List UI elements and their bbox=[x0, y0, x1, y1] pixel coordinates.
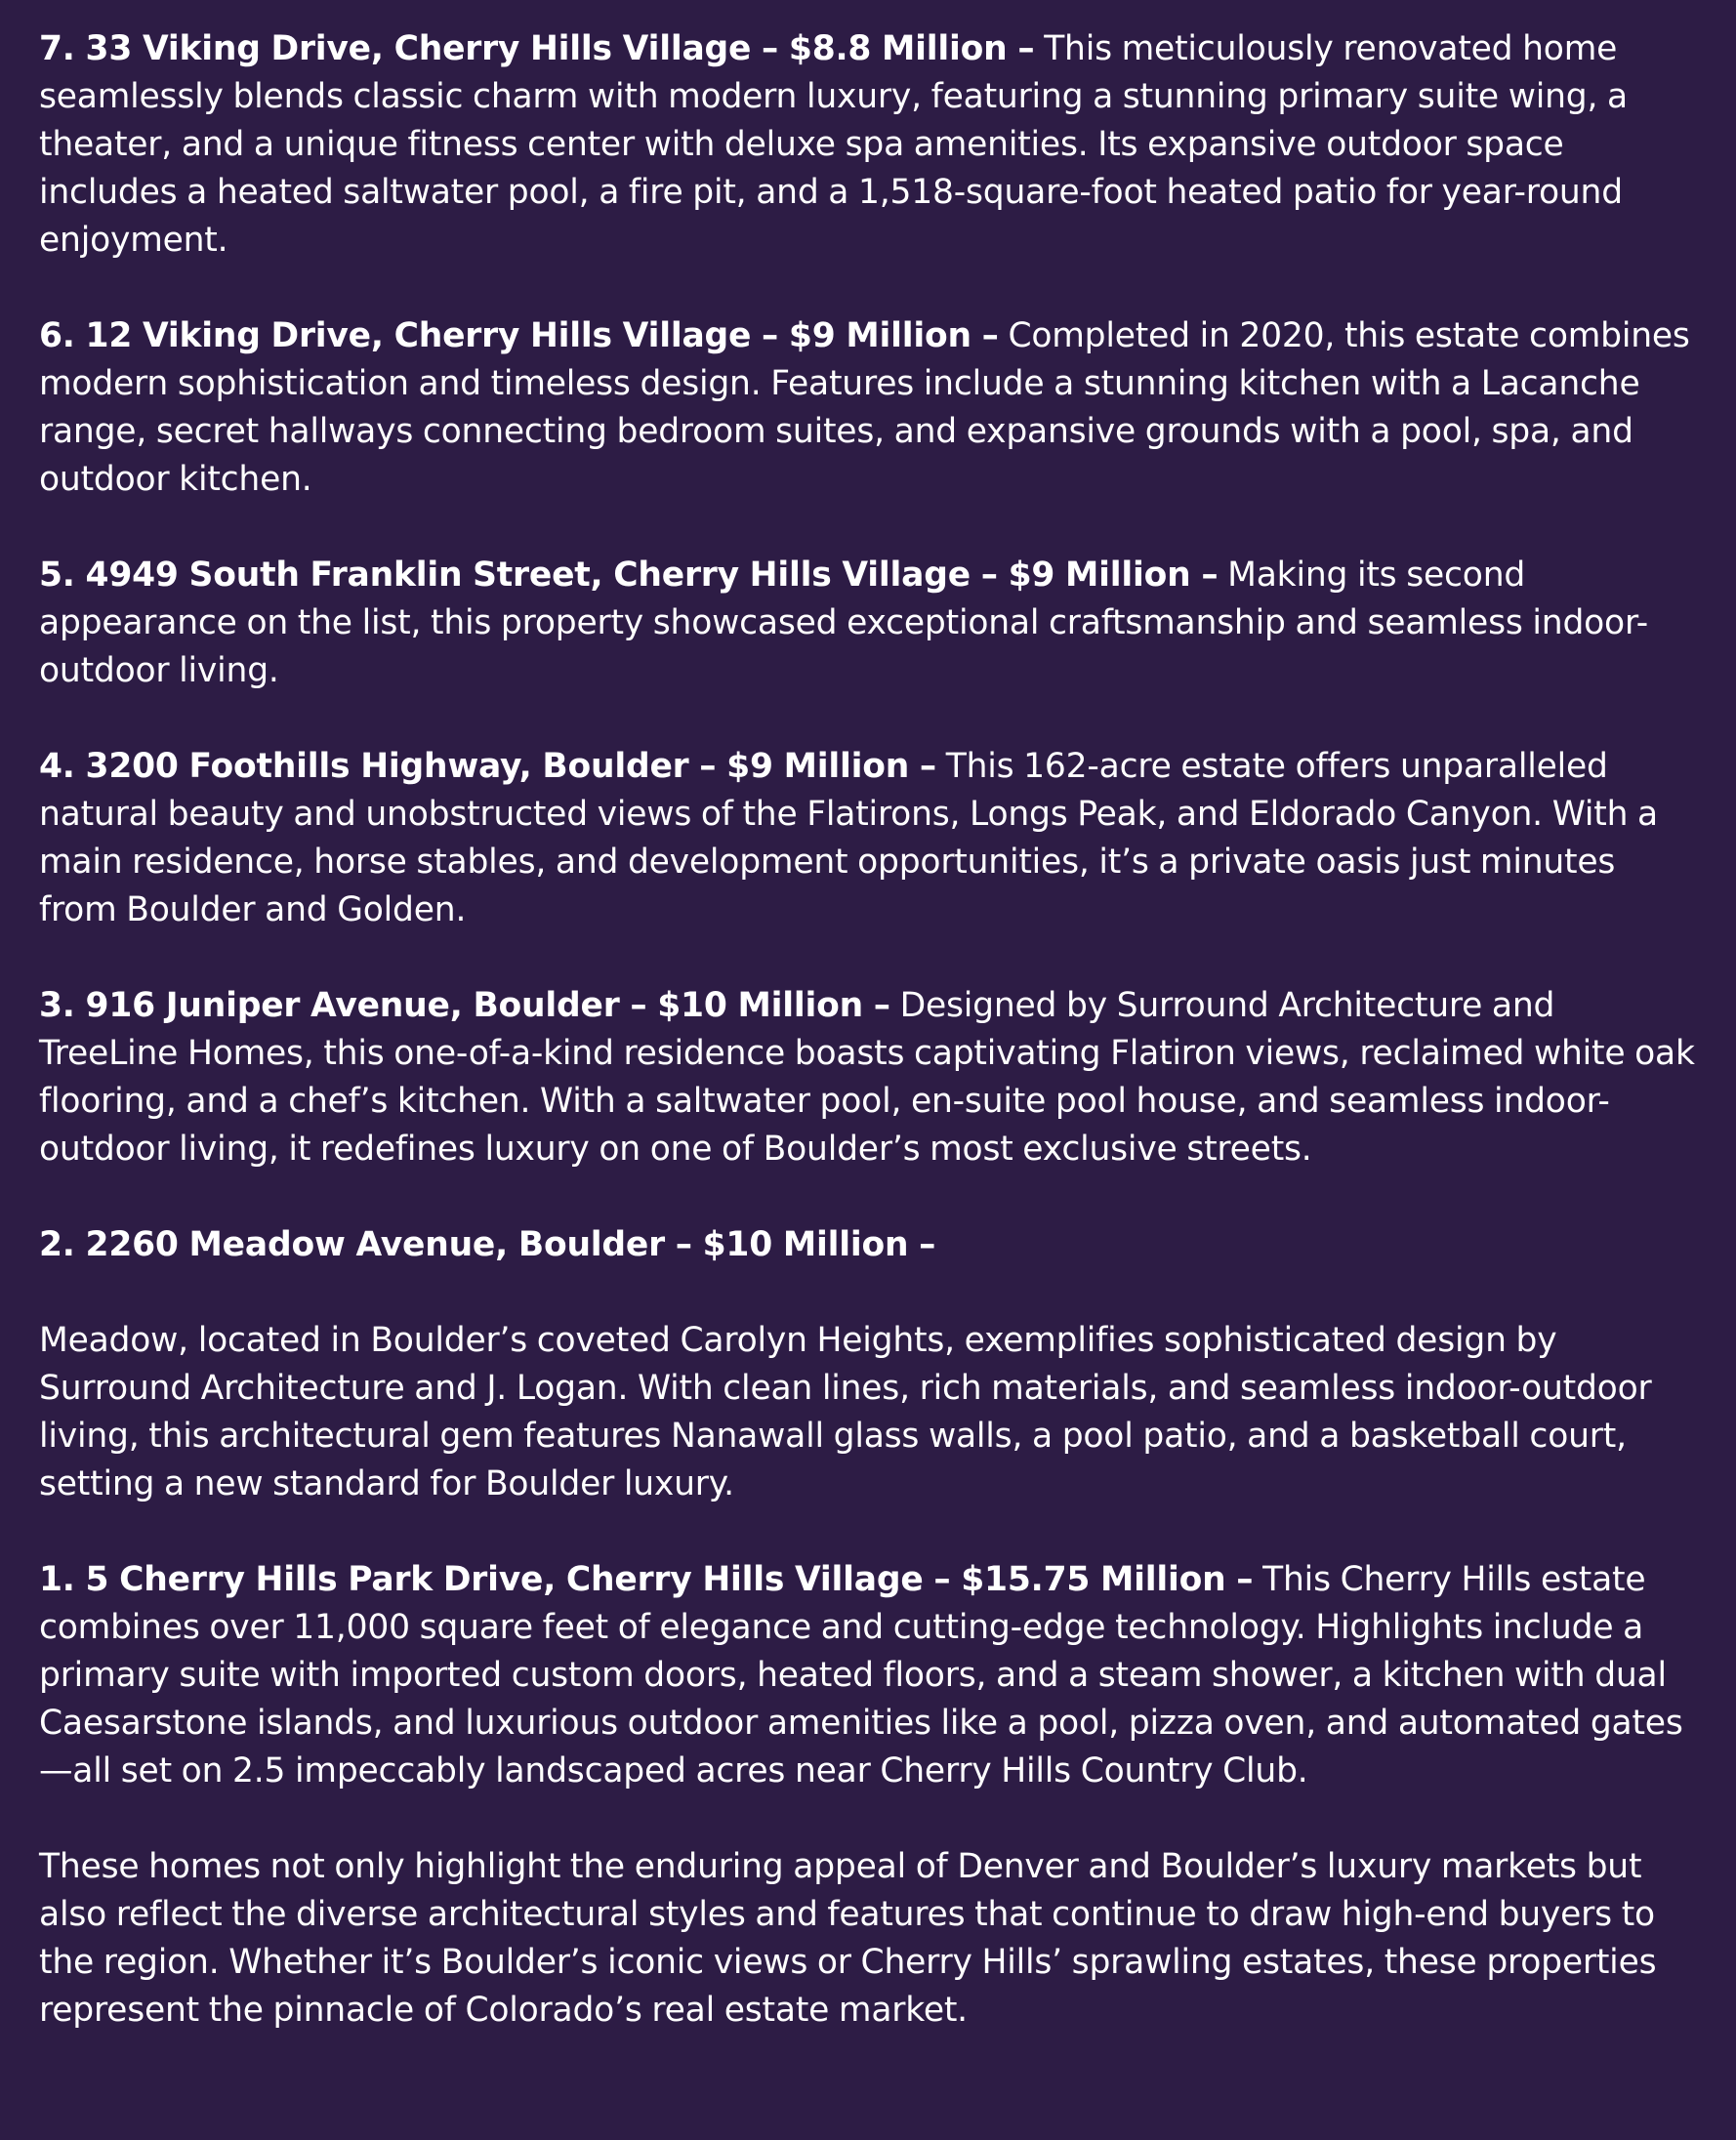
listing-5 bbox=[39, 552, 1697, 695]
listing-2 bbox=[39, 1221, 1697, 1269]
listing-7 bbox=[39, 25, 1697, 265]
listing-description: Completed in 2020, this estate combines modern sophistication and timeless design. Features include a stunning kitchen with a Lacanche range, secret hallways connecting bedroom suites, and expansive grounds with a pool, spa, and outdoor kitchen. bbox=[39, 316, 1690, 499]
listing-2-description bbox=[39, 1317, 1697, 1508]
listing-6 bbox=[39, 312, 1697, 504]
listing-description: This 162-acre estate offers unparalleled natural beauty and unobstructed views of the Flatirons, Longs Peak, and Eldorado Canyon. With a main residence, horse stables, and development opportunities, it’s a private oasis just minutes from Boulder and Golden. bbox=[39, 747, 1658, 929]
listing-heading: 1. 5 Cherry Hills Park Drive, Cherry Hills Village – $15.75 Million – bbox=[39, 1560, 1254, 1599]
listing-4 bbox=[39, 743, 1697, 934]
listing-heading: 7. 33 Viking Drive, Cherry Hills Village – $8.8 Million – bbox=[39, 29, 1035, 68]
listing-heading: 4. 3200 Foothills Highway, Boulder – $9 Million – bbox=[39, 747, 936, 786]
listing-heading: 2. 2260 Meadow Avenue, Boulder – $10 Million – bbox=[39, 1225, 936, 1264]
closing-text: These homes not only highlight the enduring appeal of Denver and Boulder’s luxury markets but also reflect the diverse architectural styles and features that continue to draw high-end buyers to the region. Whether it’s Boulder’s iconic views or Cherry Hills’ sprawling estates, these properties represent the pinnacle of Colorado’s real estate market. bbox=[39, 1847, 1657, 2030]
listing-3 bbox=[39, 982, 1697, 1173]
listing-description: This Cherry Hills estate combines over 11,000 square feet of elegance and cutting-edge technology. Highlights include a primary suite with imported custom doors, heated floors, and a steam shower, a kitchen with dual Caesarstone islands, and luxurious outdoor amenities like a pool, pizza oven, and automated gates—all set on 2.5 impeccably landscaped acres near Cherry Hills Country Club. bbox=[39, 1560, 1683, 1790]
listing-heading: 3. 916 Juniper Avenue, Boulder – $10 Million – bbox=[39, 986, 890, 1025]
closing-paragraph bbox=[39, 1843, 1697, 2035]
listing-1 bbox=[39, 1556, 1697, 1795]
listing-description: This meticulously renovated home seamlessly blends classic charm with modern luxury, featuring a stunning primary suite wing, a theater, and a unique fitness center with deluxe spa amenities. Its expansive outdoor space includes a heated saltwater pool, a fire pit, and a 1,518-square-foot heated patio for year-round enjoyment. bbox=[39, 29, 1628, 260]
listing-description: Designed by Surround Architecture and TreeLine Homes, this one-of-a-kind residence boasts captivating Flatiron views, reclaimed white oak flooring, and a chef’s kitchen. With a saltwater pool, en-suite pool house, and seamless indoor-outdoor living, it redefines luxury on one of Boulder’s most exclusive streets. bbox=[39, 986, 1695, 1169]
listing-heading: 5. 4949 South Franklin Street, Cherry Hills Village – $9 Million – bbox=[39, 556, 1219, 595]
listing-description: Making its second appearance on the list, this property showcased exceptional craftsmanship and seamless indoor-outdoor living. bbox=[39, 556, 1648, 690]
listing-heading: 6. 12 Viking Drive, Cherry Hills Village – $9 Million – bbox=[39, 316, 999, 355]
listing-description: Meadow, located in Boulder’s coveted Carolyn Heights, exemplifies sophisticated design by Surround Architecture and J. Logan. With clean lines, rich materials, and seamless indoor-outdoor living, this architectural gem features Nanawall glass walls, a pool patio, and a basketball court, setting a new standard for Boulder luxury. bbox=[39, 1321, 1652, 1503]
